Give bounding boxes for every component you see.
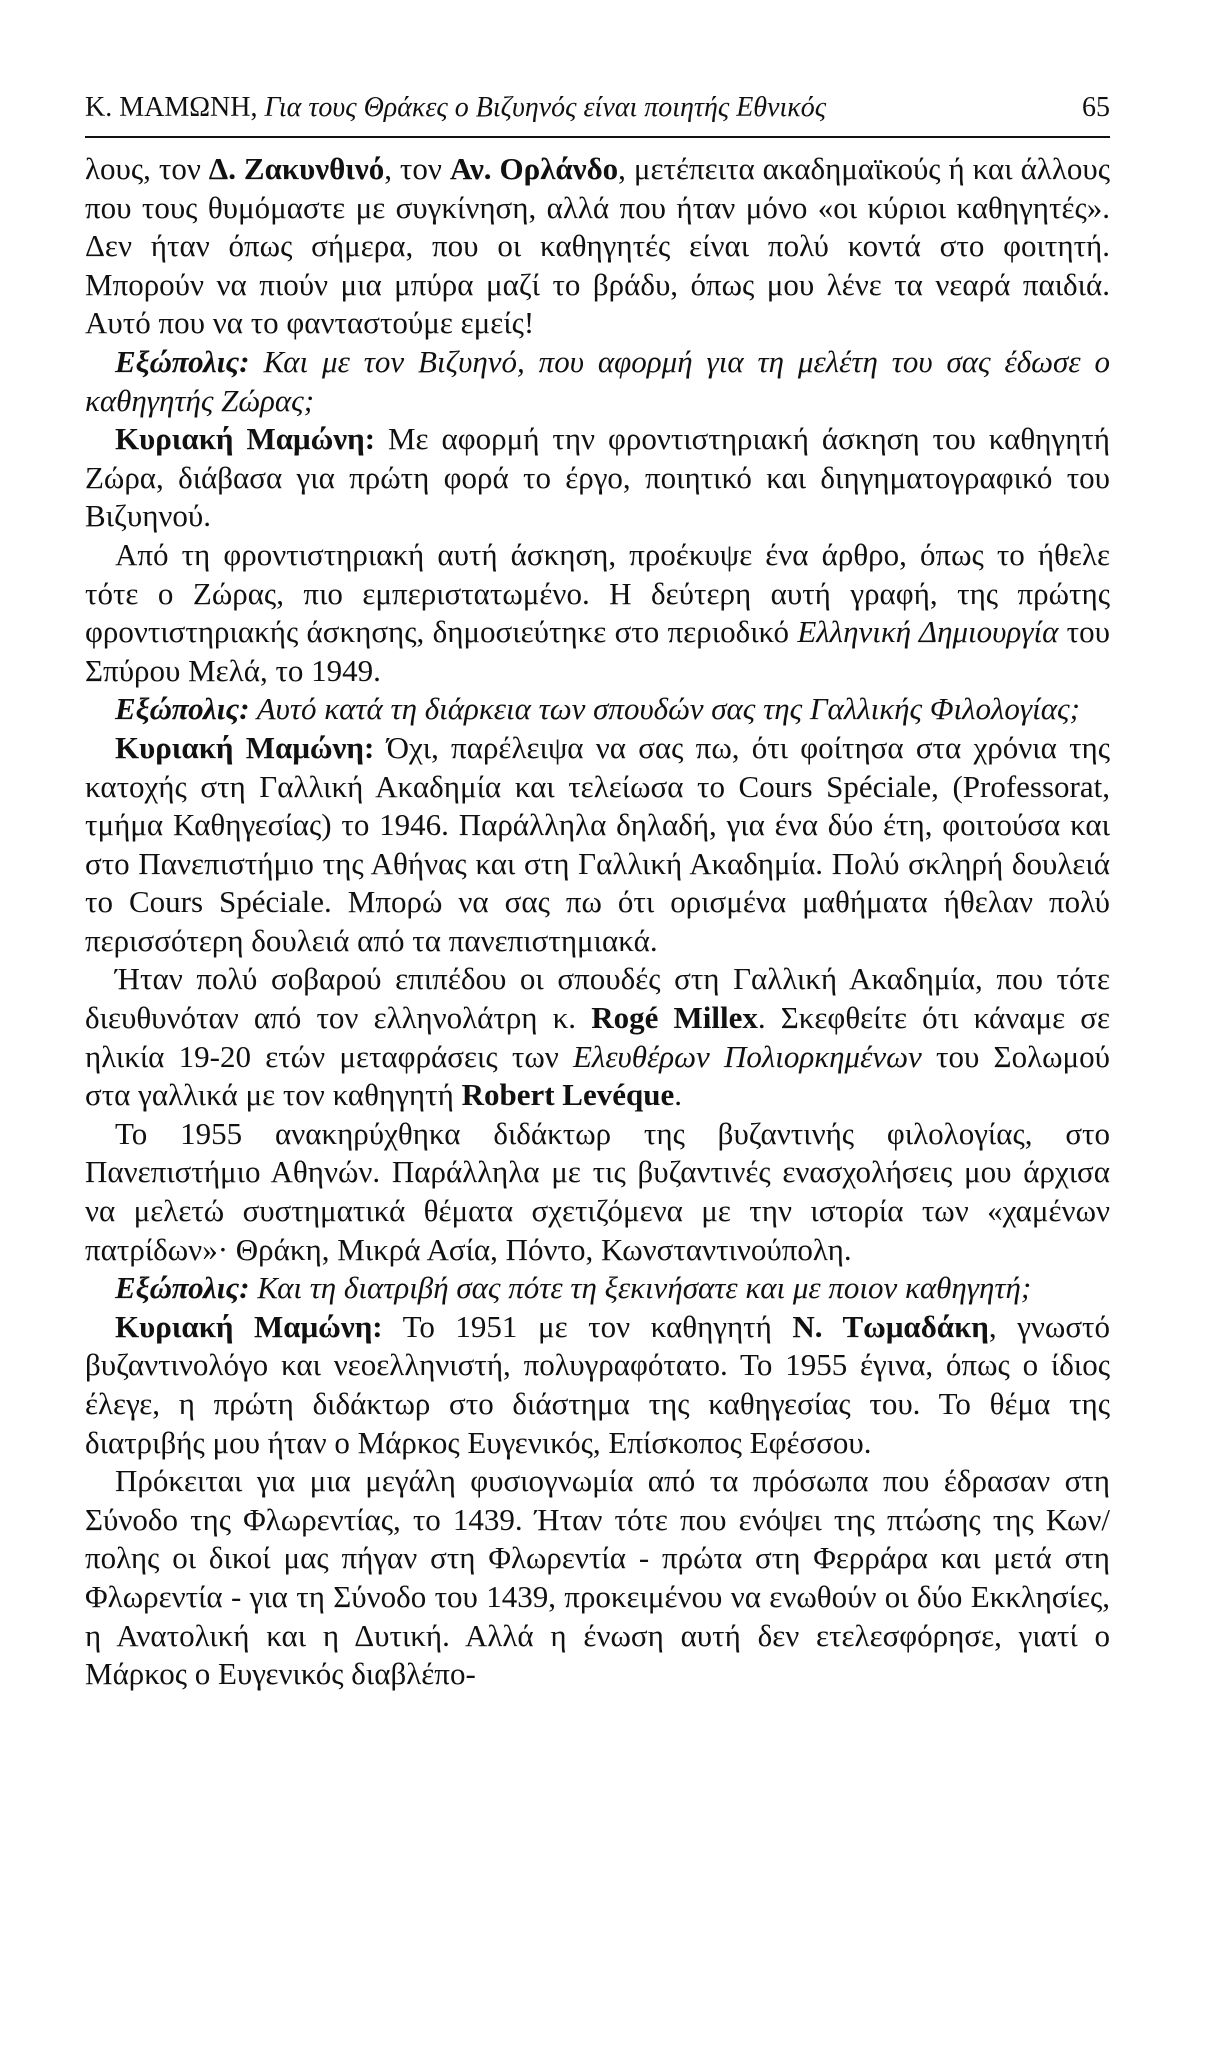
header-rule <box>85 136 1110 138</box>
page-number: 65 <box>1082 92 1110 123</box>
speaker-label: Εξώπολις: <box>115 1270 250 1306</box>
person-name: Δ. Ζακυνθινό <box>208 151 385 186</box>
text-run: Πρόκειται για μια μεγάλη φυσιογνωμία από τα πρόσωπα που έδρασαν στη Σύνοδο της Φλωρεντίας, το 1439. Ήταν τότε που ενόψει της πτώσης της Κων/πολης οι δικοί μας πήγαν στη Φλωρεντία - πρώτα στη Φερράρα και μετά στη Φλωρεντία - για τη Σύνοδο του 1439, προκειμένου να ενωθούν οι δύο Εκκλησίες, η Ανατολική και η Δυτική. Αλλά η ένωση αυτή δεν ετελεσφόρησε, γιατί ο Μάρκος ο Ευγενικός διαβλέπο- <box>85 1463 1110 1692</box>
text-run: λους, τον <box>85 151 209 186</box>
work-title: Ελευθέρων Πολιορκημένων <box>572 1038 922 1074</box>
speaker-label: Κυριακή Μαμώνη: <box>115 729 375 765</box>
text-run: του Σπύρου Μελά, το 1949. <box>85 614 1110 688</box>
text-run: . <box>674 1077 682 1113</box>
text-run: Το 1955 ανακηρύχθηκα διδάκτωρ της βυζαντινής φιλολογίας, στο Πανεπιστήμιο Αθηνών. Παράλληλα με τις βυζαντινές ενασχολήσεις μου άρχισα να μελετώ συστηματικά θέματα σχετιζόμενα με την ιστορία των «χαμένων πατρίδων»· Θράκη, Μικρά Ασία, Πόντο, Κωνσταντινούπολη. <box>85 1115 1110 1267</box>
interviewer-question <box>85 343 1110 420</box>
answer-text: Με αφορμή την φροντιστηριακή άσκηση του καθηγητή Ζώρα, διάβασα για πρώτη φορά το έργο, ποιητικό και διηγηματογραφικό του Βιζυηνού. <box>85 421 1110 534</box>
text-run: . Σκεφθείτε ότι κάναμε σε ηλικία 19-20 ετών μεταφράσεις των <box>85 1000 1110 1074</box>
speaker-label: Εξώπολις: <box>115 343 250 379</box>
speaker-label: Κυριακή Μαμώνη: <box>115 1308 383 1344</box>
running-header <box>85 88 1110 128</box>
answer-text: , γνωστό βυζαντινολόγο και νεοελληνιστή, πολυγραφότατο. Το 1955 έγινα, όπως ο ίδιος έλεγε, η πρώτη διδάκτωρ στο διάστημα της καθηγεσίας του. Το θέμα της διατριβής μου ήταν ο Μάρκος Ευγενικός, Επίσκοπος Εφέσσου. <box>85 1308 1110 1460</box>
header-title: Για τους Θράκες ο Βιζυηνός είναι ποιητής Εθνικός <box>264 92 827 123</box>
paragraph <box>85 960 1110 1114</box>
speaker-label: Κυριακή Μαμώνη: <box>115 421 376 457</box>
text-run: του Σολωμού στα γαλλικά με τον καθηγητή <box>85 1038 1110 1113</box>
question-text: Και τη διατριβή σας πότε τη ξεκινήσατε και με ποιον καθηγητή; <box>249 1270 1032 1306</box>
person-name: Robert Levéque <box>461 1077 675 1113</box>
paragraph <box>85 1462 1110 1694</box>
answer-text: Το 1951 με τον καθηγητή <box>382 1308 793 1344</box>
text-run: , μετέπειτα ακαδημαϊκούς ή και άλλους που τους θυμόμαστε με συγκίνηση, αλλά που ήταν μόνο «οι κύριοι καθηγητές». Δεν ήταν όπως σήμερα, που οι καθηγητές είναι πολύ κοντά στο φοιτητή. Μπορούν να πιούν μια μπύρα μαζί το βράδυ, όπως μου λένε τα νεαρά παιδιά. Αυτό που να το φανταστούμε εμείς! <box>85 151 1110 341</box>
person-name: Rogé Millex <box>591 1000 758 1036</box>
interviewer-question <box>85 690 1110 729</box>
interviewee-answer <box>85 729 1110 961</box>
answer-text: Όχι, παρέλειψα να σας πω, ότι φοίτησα στα χρόνια της κατοχής στη Γαλλική Ακαδημία και τελείωσα το Cours Spéciale, (Professorat, τμήμα Καθηγεσίας) το 1946. Παράλληλα δηλαδή, για ένα δύο έτη, φοιτούσα και στο Πανεπιστήμιο της Αθήνας και στη Γαλλική Ακαδημία. Πολύ σκληρή δουλειά το Cours Spéciale. Μπορώ να σας πω ότι ορισμένα μαθήματα ήθελαν πολύ περισσότερη δουλειά από τα πανεπιστημιακά. <box>85 729 1111 958</box>
question-text: Και με τον Βιζυηνό, που αφορμή για τη μελέτη του σας έδωσε ο καθηγητής Ζώρας; <box>85 343 1110 418</box>
article-body <box>85 150 1110 1694</box>
text-run: , τον <box>384 151 450 186</box>
text-run: Ήταν πολύ σοβαρού επιπέδου οι σπουδές στη Γαλλική Ακαδημία, που τότε διευθυνόταν από τον ελληνολάτρη κ. <box>85 961 1110 1036</box>
person-name: Αν. Ορλάνδο <box>449 151 619 186</box>
speaker-label: Εξώπολις: <box>115 691 250 727</box>
paragraph-continuation <box>85 150 1110 343</box>
question-text: Αυτό κατά τη διάρκεια των σπουδών σας της Γαλλικής Φιλολογίας; <box>249 691 1080 727</box>
text-run: Από τη φροντιστηριακή αυτή άσκηση, προέκυψε ένα άρθρο, όπως το ήθελε τότε ο Ζώρας, πιο εμπεριστατωμένο. Η δεύτερη αυτή γραφή, της πρώτης φροντιστηριακής άσκησης, δημοσιεύτηκε στο περιοδικό <box>85 536 1110 650</box>
interviewee-answer <box>85 1308 1110 1462</box>
paragraph <box>85 536 1110 690</box>
paragraph <box>85 1115 1110 1269</box>
header-author: Κ. ΜΑΜΩΝΗ, <box>85 92 258 123</box>
person-name: Ν. Τωμαδάκη <box>792 1308 989 1344</box>
interviewee-answer <box>85 420 1110 536</box>
interviewer-question <box>85 1269 1110 1308</box>
periodical-title: Ελληνική Δημιουργία <box>797 614 1059 650</box>
